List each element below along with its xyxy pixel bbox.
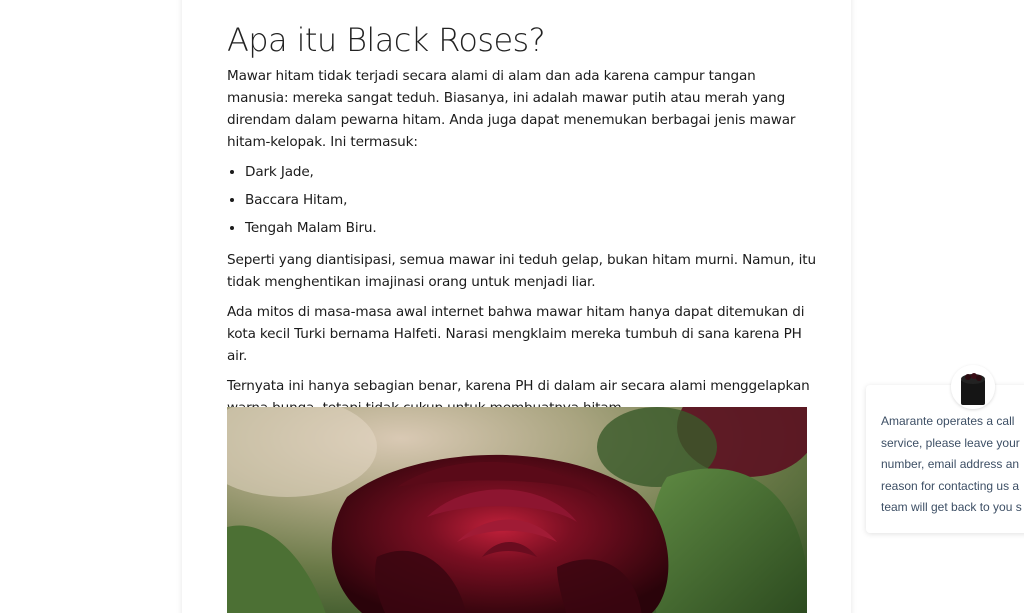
chat-line: Amarante operates a call xyxy=(881,414,1015,428)
article-paragraph: Ternyata ini hanya sebagian benar, karena PH di dalam air secara alami menggelapkan xyxy=(227,378,810,394)
article xyxy=(227,18,817,427)
chat-line: number, email address an xyxy=(881,457,1020,472)
black-rose-photo xyxy=(227,407,807,613)
chat-line: service, please leave your xyxy=(881,435,1020,450)
chat-line: reason for contacting us a xyxy=(881,478,1020,493)
variety-list xyxy=(227,161,817,239)
article-intro: Mawar hitam tidak terjadi secara alami di alam dan ada karena campur tangan manusia: mereka sangat teduh. Biasanya, ini adalah mawar putih atau merah yang direndam dalam pewarna hitam. Anda juga dapat menemukan berbagai jenis mawar hitam-kelopak. Ini termasuk: xyxy=(227,68,796,150)
chat-widget[interactable] xyxy=(866,385,1024,533)
agent-avatar[interactable] xyxy=(951,365,995,409)
list-item: • Tengah Malam Biru. xyxy=(245,217,817,239)
chat-message xyxy=(881,411,1024,519)
list-item: • Dark Jade, xyxy=(245,161,817,183)
article-paragraph: Seperti yang diantisipasi, semua mawar ini teduh gelap, bukan hitam murni. Namun, itu tidak menghentikan imajinasi orang untuk menjadi liar. xyxy=(227,252,816,290)
list-item: • Baccara Hitam, xyxy=(245,189,817,211)
article-heading: Apa itu Black Roses? xyxy=(227,21,546,59)
article-paragraph: Ada mitos di masa-masa awal internet bahwa mawar hitam hanya dapat ditemukan di kota kecil Turki bernama Halfeti. Narasi mengklaim mereka tumbuh di sana karena PH air. xyxy=(227,304,805,364)
chat-line: team will get back to you s xyxy=(881,500,1022,515)
